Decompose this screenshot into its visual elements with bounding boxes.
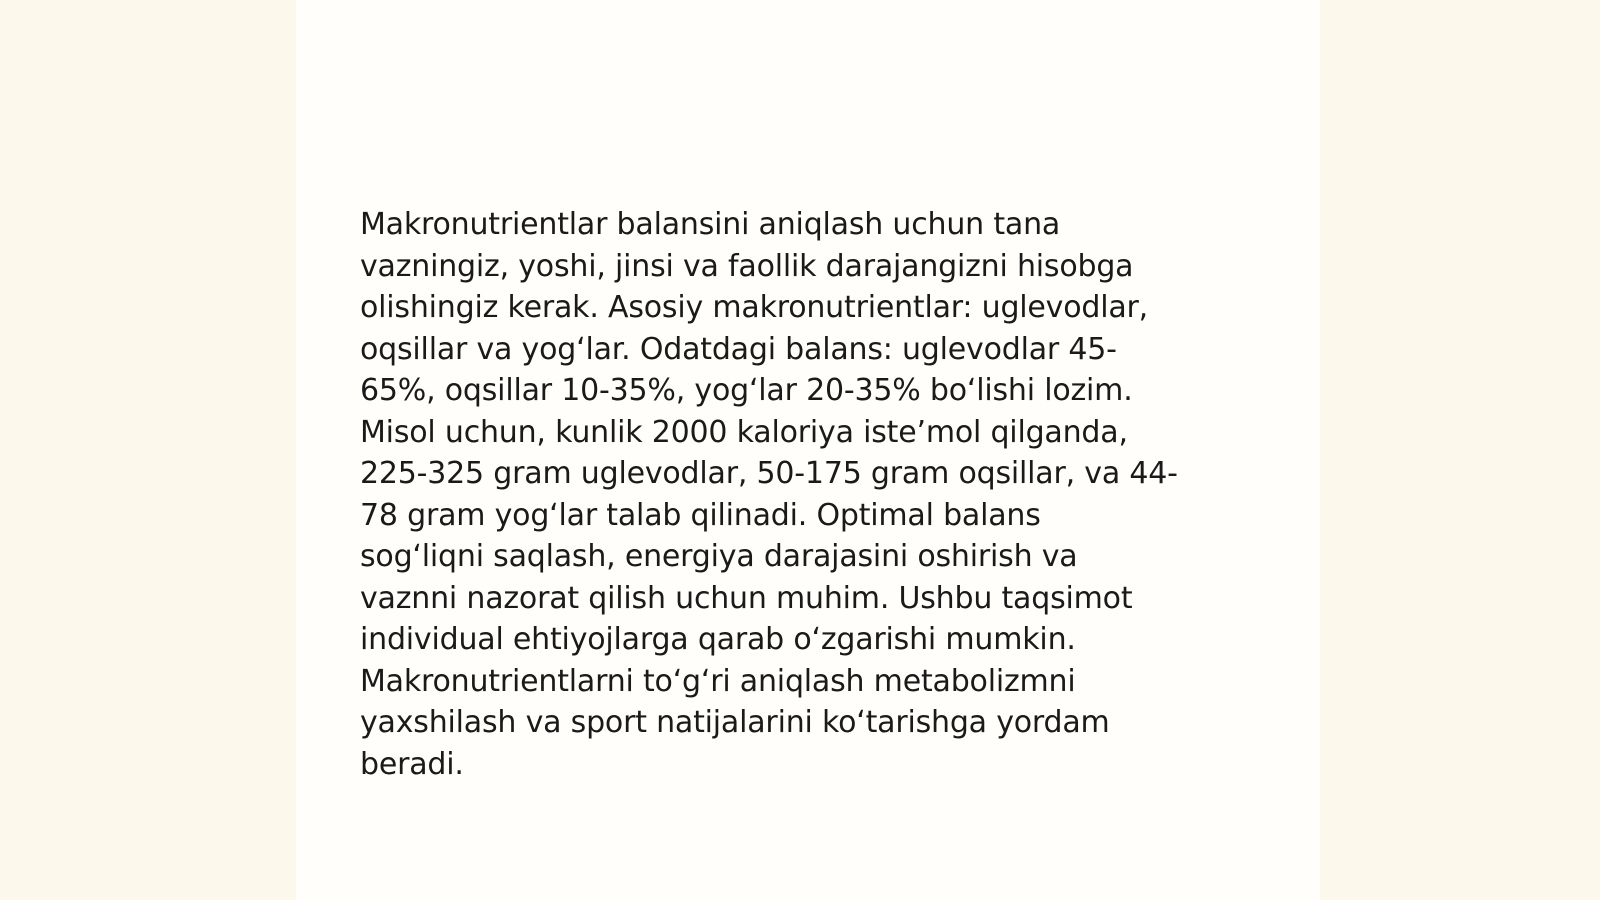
text-line: 65%, oqsillar 10-35%, yog‘lar 20-35% bo‘lishi lozim. (360, 373, 1133, 408)
text-line: 78 gram yog‘lar talab qilinadi. Optimal balans (360, 497, 1041, 533)
text-line: olishingiz kerak. Asosiy makronutrientlar: uglevodlar, (360, 290, 1149, 325)
text-line: individual ehtiyojlarga qarab o‘zgarishi mumkin. (360, 622, 1076, 657)
text-line: vaznni nazorat qilish uchun muhim. Ushbu taqsimot (360, 580, 1133, 616)
text-line: 225-325 gram uglevodlar, 50-175 gram oqsillar, va 44- (360, 456, 1178, 491)
text-line: Makronutrientlar balansini aniqlash uchun tana (360, 207, 1061, 242)
text-line: Misol uchun, kunlik 2000 kaloriya iste’mol qilganda, (360, 414, 1128, 450)
text-line: oqsillar va yog‘lar. Odatdagi balans: uglevodlar 45- (360, 331, 1117, 367)
text-line: sog‘liqni saqlash, energiya darajasini oshirish va (360, 539, 1078, 574)
text-line: beradi. (360, 746, 464, 782)
slide (296, 0, 1320, 900)
slide-body-text (360, 204, 1240, 785)
text-line: Makronutrientlarni to‘g‘ri aniqlash metabolizmni (360, 663, 1076, 699)
text-line: yaxshilash va sport natijalarini ko‘tarishga yordam (360, 705, 1110, 740)
text-line: vazningiz, yoshi, jinsi va faollik darajangizni hisobga (360, 248, 1134, 284)
